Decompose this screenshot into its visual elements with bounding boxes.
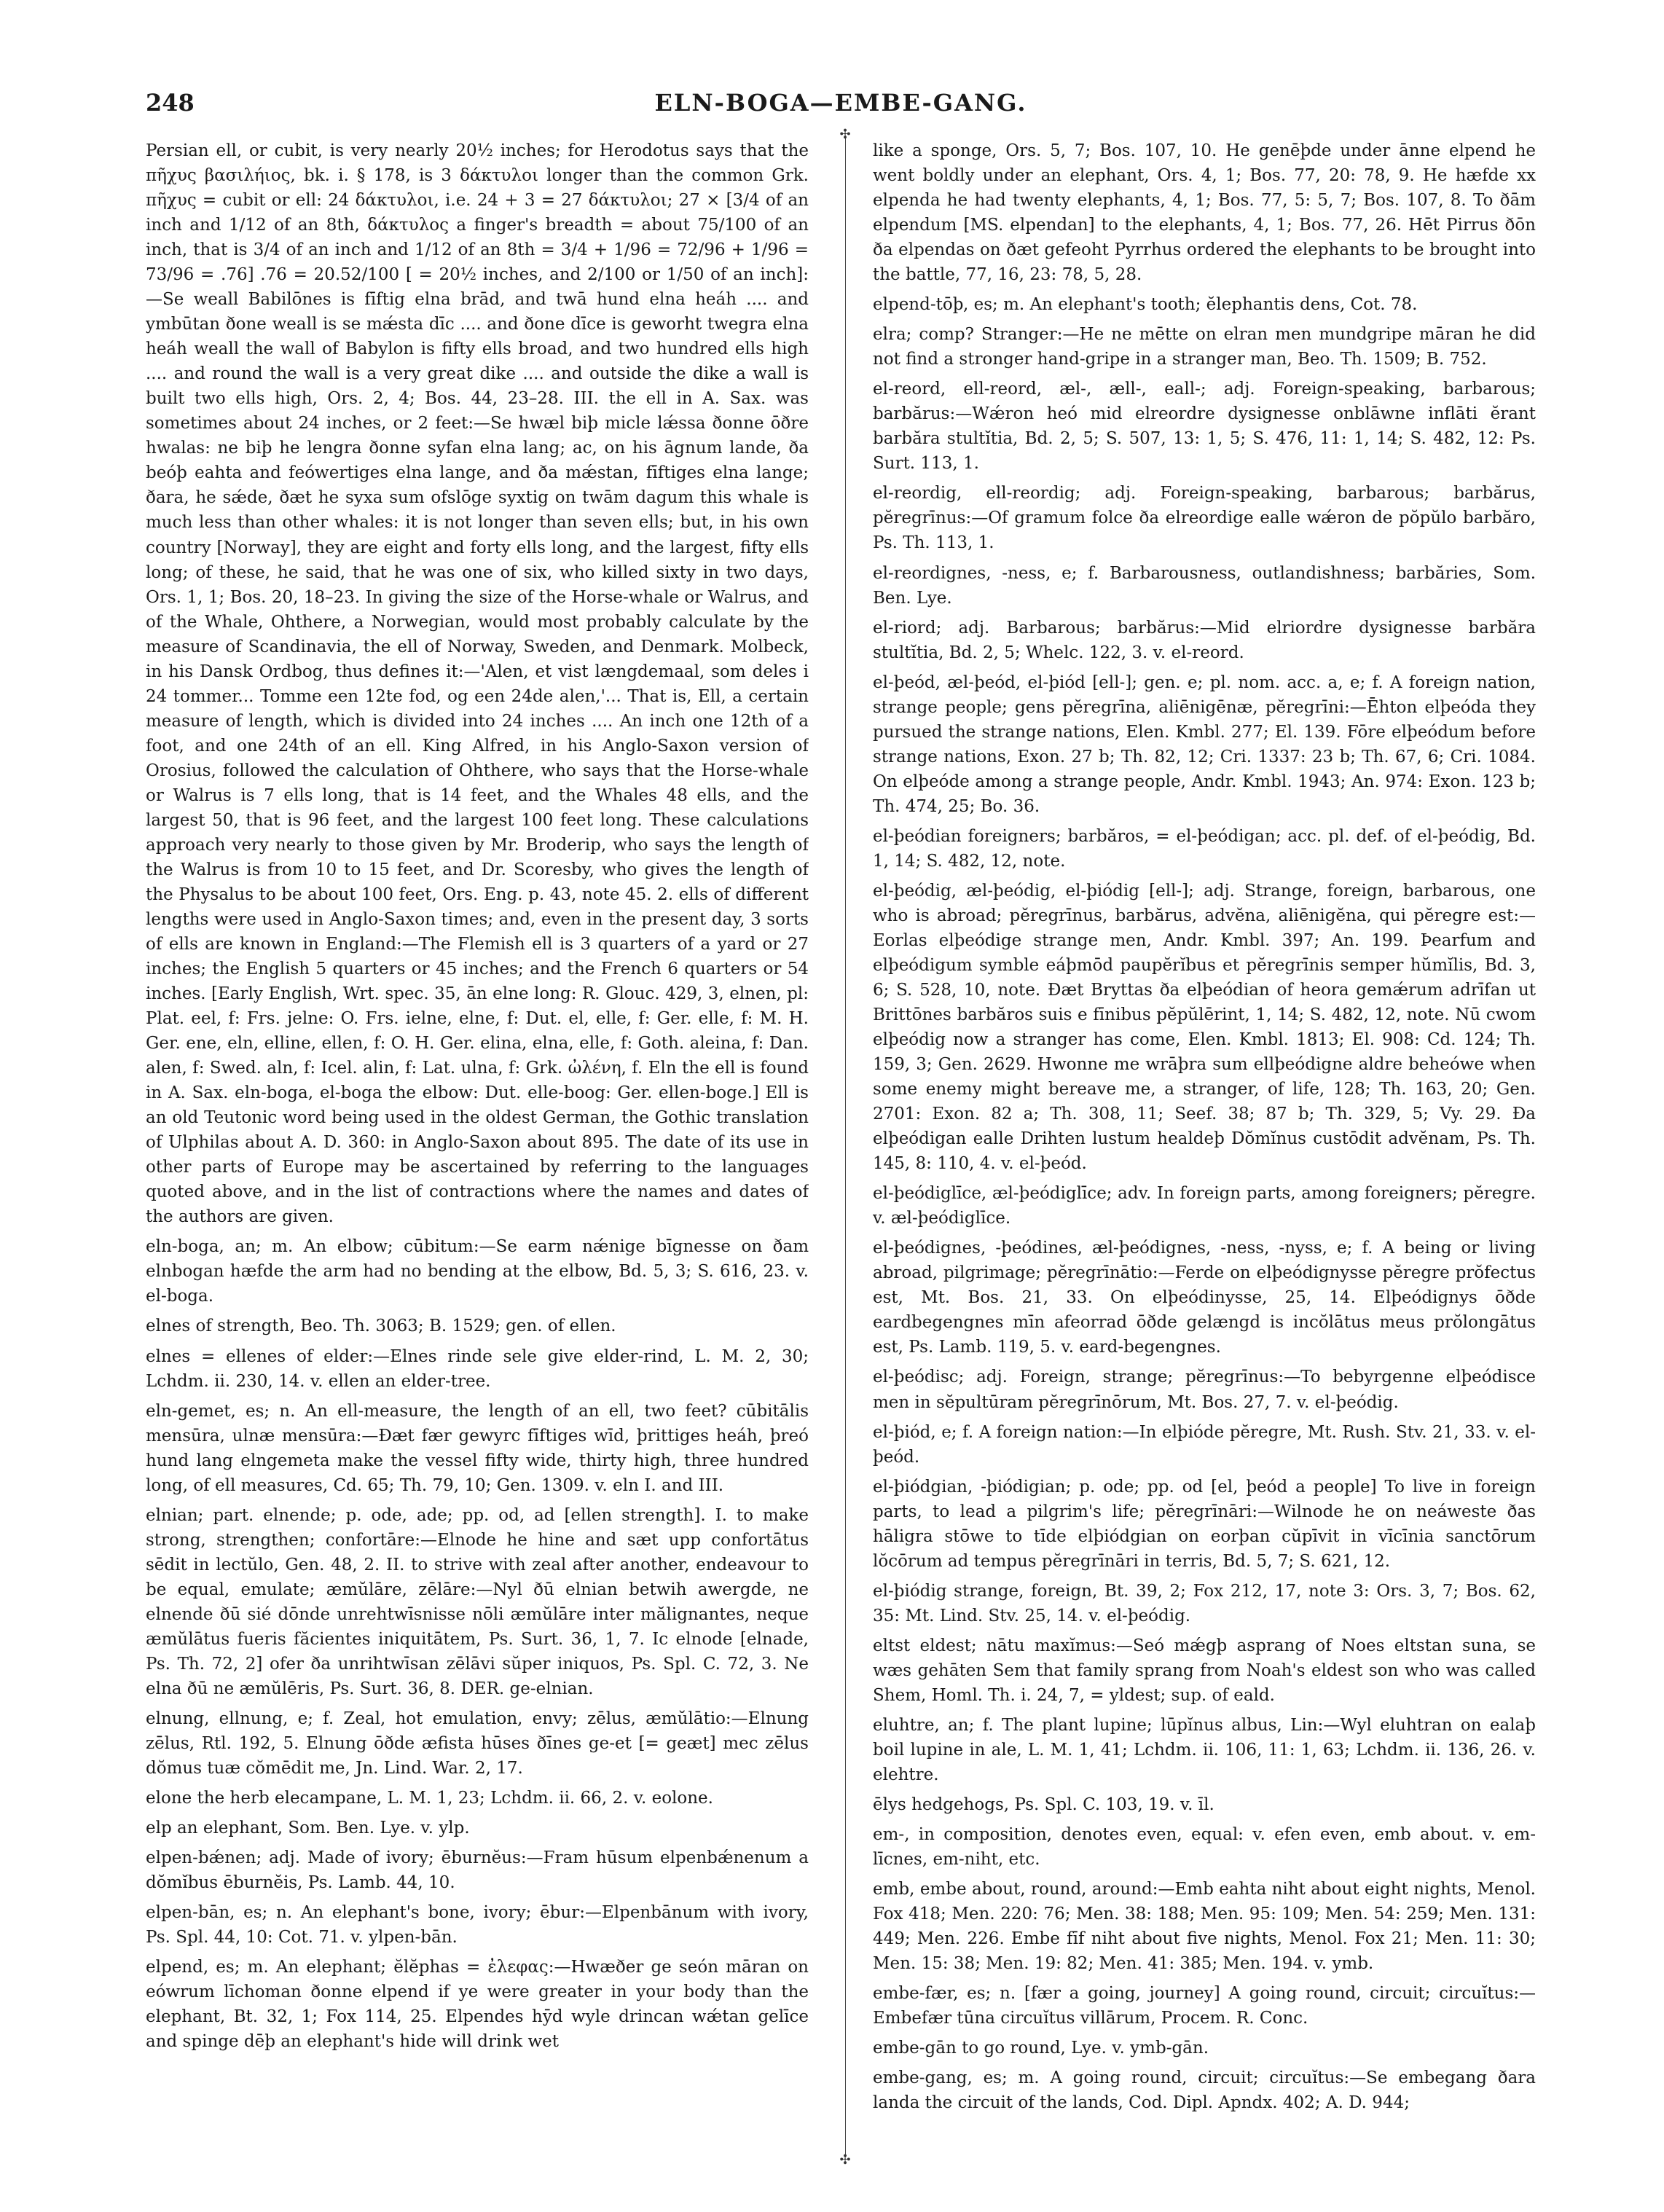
dictionary-entry: el-riord; adj. Barbarous; barbărus:—Mid elriordre dysignesse barbăra stultĭtia, Bd. 2, 5; Whelc. 122, 3. v. el-reord. — [873, 618, 1536, 662]
dictionary-entry: em-, in composition, denotes even, equal: v. efen even, emb about. v. em-līcnes, em-niht, etc. — [873, 1825, 1536, 1870]
dictionary-entry: elnung, ellnung, e; f. Zeal, hot emulation, envy; zēlus, æmŭlātio:—Elnung zēlus, Rtl. 192, 5. Elnung ōðde æfista hūses ðīnes ge-et [= geæt] mec zēlus dŏmus tuæ cŏmēdit me, Jn. Lind. War. 2, 17. — [146, 1709, 809, 1778]
column-rule — [845, 136, 846, 2157]
dictionary-entry: elpen-bǽnen; adj. Made of ivory; ēburnĕus:—Fram hūsum elpenbǽnenum a dŏmĭbus ēburnĕis, Ps. Lamb. 44, 10. — [146, 1848, 809, 1893]
dictionary-entry: elnian; part. elnende; p. ode, ade; pp. od, ad [ellen strength]. I. to make strong, strengthen; confortāre:—Elnode he hine and sæt upp confortātus sēdit in lectŭlo, Gen. 48, 2. II. to strive with zeal after another, endeavour to be equal, emulate; æmŭlāre, zēlāre:—Nyl ðū elnian betwih awergde, ne elnende ðū sié dōnde unrehtwīsnisse nōli æmŭlāre inter mălignantes, neque æmŭlātus fueris făcientes iniquitātem, Ps. Surt. 36, 1, 7. Ic elnode [elnade, Ps. Th. 72, 2] ofer ða unrihtwīsan zēlāvi sŭper iniquos, Ps. Spl. C. 72, 3. Ne elna ðū ne æmŭlēris, Ps. Surt. 36, 8. DER. ge-elnian. — [146, 1505, 809, 1698]
dictionary-entry: el-þeódignes, -þeódines, æl-þeódignes, -ness, -nyss, e; f. A being or living abroad, pilgrimage; pĕregrīnātio:—Ferde on elþeódignysse pĕregre prŏfectus est, Mt. Bos. 21, 33. On elþeódinysse, 25, 14. Elþeódignys ōðde eardbegengnes mīn afeorrad ōðde gelængd is incŏlātus meus prŏlongātus est, Ps. Lamb. 119, 5. v. eard-begengnes. — [873, 1239, 1536, 1357]
dictionary-entry: elp an elephant, Som. Ben. Lye. v. ylp. — [146, 1819, 470, 1838]
dictionary-entry: elone the herb elecampane, L. M. 1, 23; Lchdm. ii. 66, 2. v. eolone. — [146, 1789, 713, 1808]
dictionary-entry: el-þeódian foreigners; barbăros, = el-þeódigan; acc. pl. def. of el-þeódig, Bd. 1, 14; S. 482, 12, note. — [873, 826, 1536, 871]
dictionary-entry: el-þiódig strange, foreign, Bt. 39, 2; Fox 212, 17, note 3: Ors. 3, 7; Bos. 62, 35: Mt. Lind. Stv. 25, 14. v. el-þeódig. — [873, 1581, 1536, 1625]
dictionary-entry: eltst eldest; nātu maxĭmus:—Seó mǽgþ asprang of Noes eltstan suna, se wæs gehāten Sem that family sprang from Noah's eldest son who was called Shem, Homl. Th. i. 24, 7, = yldest; sup. of eald. — [873, 1636, 1536, 1705]
dictionary-entry: embe-fær, es; n. [fær a going, journey] A going round, circuit; circuĭtus:—Embefær tūna circuĭtus villārum, Procem. R. Conc. — [873, 1984, 1536, 2028]
dictionary-entry: el-þeódisc; adj. Foreign, strange; pĕregrīnus:—To bebyrgenne elþeódisce men in sĕpultūram pĕregrīnōrum, Mt. Bos. 27, 7. v. el-þeódig. — [873, 1368, 1536, 1412]
dictionary-entry: ēlys hedgehogs, Ps. Spl. C. 103, 19. v. īl. — [873, 1795, 1214, 1814]
column-rule-ornament-bottom: ✣ — [839, 2152, 851, 2168]
dictionary-entry: eln-boga, an; m. An elbow; cūbitum:—Se earm nǽnige bīgnesse on ðam elnbogan hæfde the arm had no bending at the elbow, Bd. 5, 3; S. 616, 23. v. el-boga. — [146, 1237, 809, 1306]
dictionary-entry: el-reordignes, -ness, e; f. Barbarousness, outlandishness; barbăries, Som. Ben. Lye. — [873, 563, 1536, 608]
dictionary-entry: embe-gān to go round, Lye. v. ymb-gān. — [873, 2039, 1209, 2058]
dictionary-entry: elnes = ellenes of elder:—Elnes rinde sele give elder-rind, L. M. 2, 30; Lchdm. ii. 230, 14. v. ellen an elder-tree. — [146, 1346, 809, 1391]
dictionary-entry: elpend-tōþ, es; m. An elephant's tooth; ĕlephantis dens, Cot. 78. — [873, 295, 1418, 315]
dictionary-entry: Persian ell, or cubit, is very nearly 20½ inches; for Herodotus says that the πῆχυς βασιλήιος, bk. i. § 178, is 3 δάκτυλοι longer than the common Grk. πῆχυς = cubit or ell: 24 δάκτυλοι, i.e. 24 + 3 = 27 δάκτυλοι; 27 × [3/4 of an inch and 1/12 of an 8th, δάκτυλος a finger's breadth = about 75/100 of an inch, that is 3/4 of an inch and 1/12 of an 8th = 3/4 + 1/96 = 72/96 + 1/96 = 73/96 = .76] .76 = 20.52/100 [ = 20½ inches, and 2/100 or 1/50 of an inch]:—Se weall Babilōnes is fīftig elna brād, and twā hund elna heáh .... and ymbūtan ðone weall is se mǽsta dīc .... and ðone dīce is geworht twegra elna heáh weall the wall of Babylon is fifty ells broad, and two hundred ells high .... and round the wall is a very great dike .... and outside the dike a wall is built two ells high, Ors. 2, 4; Bos. 44, 23–28. III. the ell in A. Sax. was sometimes about 24 inches, or 2 feet:—Se hwæl biþ micle lǽssa ðonne ōðre hwalas: ne biþ he lengra ðonne syfan elna lang; ac, on his āgnum lande, ða beóþ eahta and feówertiges elna lange, and ða mǽstan, fīftiges elna lange; ðara, he sǽde, ðæt he syxa sum ofslōge syxtig on twām dagum this whale is much less than other whales: it is not longer than seven ells; but, in his own country [Norway], they are eight and forty ells long, and the largest, fifty ells long; of these, he said, that he was one of six, who killed sixty in two days, Ors. 1, 1; Bos. 20, 18–23. In giving the size of the Horse-whale or Walrus, and of the Whale, Ohthere, a Norwegian, would most probably calculate by the measure of Scandinavia, the ell of Norway, Sweden, and Denmark. Molbeck, in his Dansk Ordbog, thus defines it:—'Alen, et vist længdemaal, som deles i 24 tommer... Tomme een 12te fod, og een 24de alen,'... That is, Ell, a certain measure of length, which is divided into 24 inches .... An inch one 12th of a foot, and one 24th of an ell. King Alfred, in his Anglo-Saxon version of Orosius, followed the calculation of Ohthere, who says that the Horse-whale or Walrus is 7 ells long, that is 14 feet, and the Whales 48 ells, and the largest 50, that is 96 feet, and the largest 100 feet long. These calculations approach very nearly to those given by Mr. Broderip, who says the length of the Walrus is from 10 to 15 feet, and Dr. Scoresby, who gives the length of the Physalus to be about 100 feet, Ors. Eng. p. 43, note 45. 2. ells of different lengths were used in Anglo-Saxon times; and, even in the present day, 3 sorts of ells are known in England:—The Flemish ell is 3 quarters of a yard or 27 inches; the English 5 quarters or 45 inches; and the French 6 quarters or 54 inches. [Early English, Wrt. spec. 35, ān elne long: R. Glouc. 429, 3, elnen, pl: Plat. eel, f: Frs. jelne: O. Frs. ielne, elne, f: Dut. el, elle, f: Ger. elle, f: M. H. Ger. ene, eln, elline, ellen, f: O. H. Ger. elina, elna, elle, f: Goth. aleina, f: Dan. alen, f: Swed. aln, f: Icel. alin, f: Lat. ulna, f: Grk. ὠλένη, f. Eln the ell is found in A. Sax. eln-boga, el-boga the elbow: Dut. elle-boog: Ger. ellen-boge.] Ell is an old Teutonic word being used in the oldest German, the Gothic translation of Ulphilas about A. D. 360: in Anglo-Saxon about 895. The date of its use in other parts of Europe may be ascertained by referring to the languages quoted above, and in the list of contractions where the names and dates of the authors are given. — [146, 141, 809, 1227]
dictionary-entry: eln-gemet, es; n. An ell-measure, the length of an ell, two feet? cūbitālis mensūra, ulnæ mensūra:—Ðæt fær gewyrc fīftiges wīd, þrittiges heáh, þreó hund lang elngemeta make the vessel fifty wide, thirty high, three hundred long, of ell measures, Cd. 65; Th. 79, 10; Gen. 1309. v. eln I. and III. — [146, 1401, 809, 1495]
dictionary-entry: el-reord, ell-reord, æl-, æll-, eall-; adj. Foreign-speaking, barbarous; barbărus:—Wǽron heó mid elreordre dysignesse onblāwne inflāti ĕrant barbăra stultĭtia, Bd. 2, 5; S. 507, 13: 1, 5; S. 476, 11: 1, 14; S. 482, 12: Ps. Surt. 113, 1. — [873, 380, 1536, 474]
page-number: 248 — [146, 89, 195, 117]
dictionary-entry: elra; comp? Stranger:—He ne mētte on elran men mundgripe māran he did not find a stronger hand-gripe in a stranger man, Beo. Th. 1509; B. 752. — [873, 325, 1536, 369]
right-column — [873, 138, 1536, 2157]
dictionary-entry: el-reordig, ell-reordig; adj. Foreign-speaking, barbarous; barbărus, pĕregrīnus:—Of gramum folce ða elreordige ealle wǽron de pŏpŭlo barbăro, Ps. Th. 113, 1. — [873, 484, 1536, 553]
page-header — [146, 89, 1536, 124]
dictionary-entry: el-þeód, æl-þeód, el-þiód [ell-]; gen. e; pl. nom. acc. a, e; f. A foreign nation, strange people; gens pĕregrīna, aliēnigēnæ, pĕregrīni:—Ēhton elþeóda they pursued the strange nations, Elen. Kmbl. 277; El. 139. Fōre elþeódum before strange nations, Exon. 27 b; Th. 82, 12; Cri. 1337: 23 b; Th. 67, 6; Cri. 1084. On elþeóde among a strange people, Andr. Kmbl. 1943; An. 974: Exon. 123 b; Th. 474, 25; Bo. 36. — [873, 672, 1536, 816]
left-column — [146, 138, 809, 2157]
running-head: ELN-BOGA—EMBE-GANG. — [654, 89, 1027, 117]
column-rule-ornament-top: ✣ — [839, 127, 851, 142]
dictionary-entry: el-þiódgian, -þiódigian; p. ode; pp. od [el, þeód a people] To live in foreign parts, to lead a pilgrim's life; pĕregrīnāri:—Wilnode he on neáweste ðas hāligra stōwe to tīde elþiódgian on eorþan cŭpīvit in vīcīnia sanctōrum lŏcōrum ad tempus pĕregrīnāri in terris, Bd. 5, 7; S. 621, 12. — [873, 1477, 1536, 1571]
dictionary-entry: elpend, es; m. An elephant; ĕlĕphas = ἐλεφας:—Hwæðer ge seón māran on eówrum līchoman ðonne elpend if ye were greater in your body than the elephant, Bt. 32, 1; Fox 114, 25. Elpendes hȳd wyle drincan wǽtan gelīce and spinge dēþ an elephant's hide will drink wet — [146, 1958, 809, 2052]
dictionary-entry: eluhtre, an; f. The plant lupine; lūpĭnus albus, Lin:—Wyl eluhtran on ealaþ boil lupine in ale, L. M. 1, 41; Lchdm. ii. 106, 11: 1, 63; Lchdm. ii. 136, 26. v. elehtre. — [873, 1715, 1536, 1784]
dictionary-entry: el-þeódiglīce, æl-þeódiglīce; adv. In foreign parts, among foreigners; pĕregre. v. æl-þeódiglīce. — [873, 1184, 1536, 1228]
dictionary-entry: emb, embe about, round, around:—Emb eahta niht about eight nights, Menol. Fox 418; Men. 220: 76; Men. 38: 188; Men. 95: 109; Men. 54: 259; Men. 131: 449; Men. 226. Embe fīf niht about five nights, Menol. Fox 21; Men. 11: 30; Men. 15: 38; Men. 19: 82; Men. 41: 385; Men. 194. v. ymb. — [873, 1880, 1536, 1974]
dictionary-entry: embe-gang, es; m. A going round, circuit; circuĭtus:—Se embegang ðara landa the circuit of the lands, Cod. Dipl. Apndx. 402; A. D. 944; — [873, 2068, 1536, 2113]
dictionary-entry: elnes of strength, Beo. Th. 3063; B. 1529; gen. of ellen. — [146, 1317, 616, 1336]
dictionary-entry: el-þeódig, æl-þeódig, el-þiódig [ell-]; adj. Strange, foreign, barbarous, one who is abroad; pĕregrīnus, barbărus, advĕna, aliēnigĕna, qui pĕregre est:—Eorlas elþeódige strange men, Andr. Kmbl. 397; An. 199. Þearfum and elþeódigum symble eáþmōd paupĕrĭbus et pĕregrīnis semper hŭmĭlis, Bd. 3, 6; S. 528, 10, note. Ðæt Bryttas ða elþeódian of heora gemǽrum adrīfan ut Brittōnes barbăros suis e fīnibus pĕpŭlērint, 1, 14; S. 482, 12, note. Nū cwom elþeódig now a stranger has come, Elen. Kmbl. 1813; El. 908: Cd. 124; Th. 159, 3; Gen. 2629. Hwonne me wrāþra sum ellþeódigne aldre beheówe when some enemy might bereave me, a stranger, of life, 128; Th. 163, 20; Gen. 2701: Exon. 82 a; Th. 308, 11; Seef. 38; 87 b; Th. 329, 5; Vy. 29. Ða elþeódigan ealle Drihten lustum healdeþ Dŏmĭnus custōdit advĕnam, Ps. Th. 145, 8: 110, 4. v. el-þeód. — [873, 881, 1536, 1174]
dictionary-entry: elpen-bān, es; n. An elephant's bone, ivory; ēbur:—Elpenbānum with ivory, Ps. Spl. 44, 10: Cot. 71. v. ylpen-bān. — [146, 1903, 809, 1948]
dictionary-entry: el-þiód, e; f. A foreign nation:—In elþióde pĕregre, Mt. Rush. Stv. 21, 33. v. el-þeód. — [873, 1422, 1536, 1467]
dictionary-entry: like a sponge, Ors. 5, 7; Bos. 107, 10. He genēþde under ānne elpend he went boldly under an elephant, Ors. 4, 1; Bos. 77, 20: 78, 9. He hæfde xx elpenda he had twenty elephants, 4, 1; Bos. 77, 5: 5, 7; Bos. 107, 8. To ðām elpendum [MS. elpendan] to the elephants, 4, 1; Bos. 77, 26. Hēt Pirrus ðōn ða elpendas on ðæt gefeoht Pyrrhus ordered the elephants to be brought into the battle, 77, 16, 23: 78, 5, 28. — [873, 141, 1536, 285]
